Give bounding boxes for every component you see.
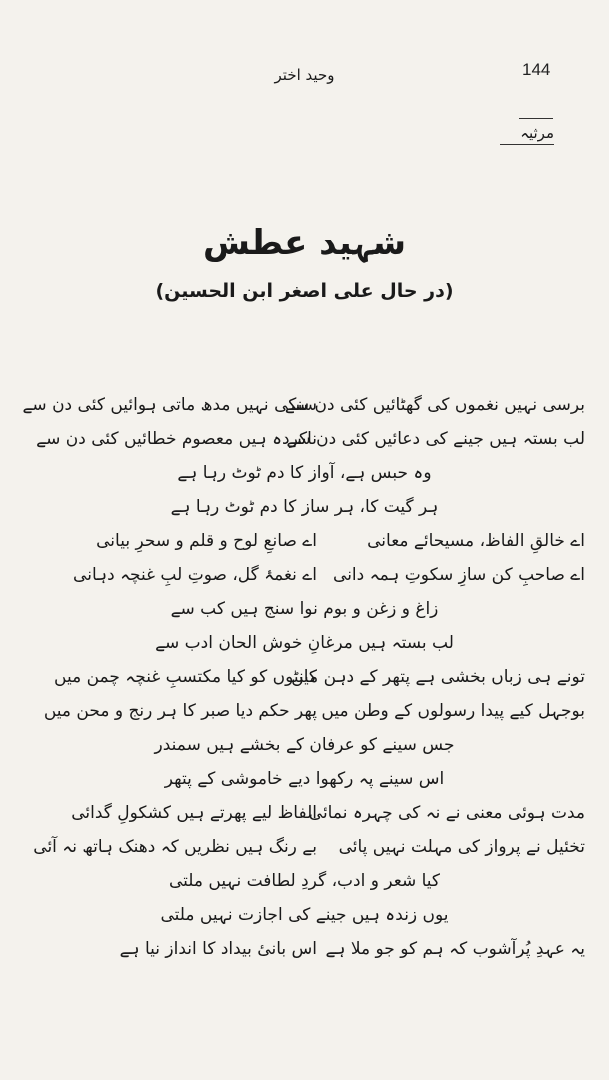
first-hemistich: لب بستہ ہیں جینے کی دعائیں کئی دن سے bbox=[286, 429, 585, 449]
verse-line bbox=[0, 558, 609, 592]
refrain-line: یوں زندہ ہیں جینے کی اجازت نہیں ملتی bbox=[160, 905, 449, 925]
stanza bbox=[0, 388, 609, 524]
first-hemistich: تخئیل نے پرواز کی مہلت نہیں پائی bbox=[338, 837, 585, 857]
running-head: وحید اختر bbox=[274, 66, 335, 84]
second-hemistich: سنکی نہیں مدھ ماتی ہوائیں کئی دن سے bbox=[22, 395, 317, 415]
first-hemistich: تونے ہی زباں بخشی ہے پتھر کے دہن میں bbox=[291, 667, 585, 687]
second-hemistich: بے رنگ ہیں نظریں کہ دھنک ہاتھ نہ آئی bbox=[33, 837, 317, 857]
poem-subtitle: (در حال علی اصغر ابن الحسین) bbox=[155, 280, 454, 302]
first-hemistich: برسی نہیں نغموں کی گھٹائیں کئی دن سے bbox=[284, 395, 585, 415]
verse-line bbox=[0, 932, 609, 966]
verse-line bbox=[0, 796, 609, 830]
second-hemistich: اس بانیٔ بیداد کا انداز نیا ہے bbox=[119, 939, 317, 959]
first-hemistich: یہ عہدِ پُرآشوب کہ ہم کو جو ملا ہے bbox=[325, 939, 585, 959]
poem-body bbox=[0, 388, 609, 966]
verse-line bbox=[0, 388, 609, 422]
refrain-line: وہ حبس ہے، آواز کا دم ٹوٹ رہا ہے bbox=[177, 463, 432, 483]
stanza bbox=[0, 524, 609, 660]
stanza bbox=[0, 932, 609, 966]
stanza bbox=[0, 660, 609, 796]
second-hemistich: اے صانعِ لوح و قلم و سحرِ بیانی bbox=[96, 531, 317, 551]
verse-line bbox=[0, 660, 609, 694]
refrain-line: زاغ و زغن و بوم نوا سنج ہیں کب سے bbox=[170, 599, 439, 619]
verse-line bbox=[0, 694, 609, 728]
first-hemistich: بوجہل کیے پیدا رسولوں کے وطن میں bbox=[321, 701, 585, 721]
refrain-line: ہر گیت کا، ہر ساز کا دم ٹوٹ رہا ہے bbox=[170, 497, 439, 517]
second-hemistich: کانٹوں کو کیا مکتسبِ غنچہ چمن میں bbox=[54, 667, 317, 687]
verse-line bbox=[0, 422, 609, 456]
refrain-line: جس سینے کو عرفان کے بخشے ہیں سمندر bbox=[154, 735, 455, 755]
first-hemistich: اے خالقِ الفاظ، مسیحائے معانی bbox=[367, 531, 585, 551]
stanza bbox=[0, 796, 609, 932]
second-hemistich: ناکردہ ہیں معصوم خطائیں کئی دن سے bbox=[36, 429, 317, 449]
page-number: 144 bbox=[522, 60, 551, 79]
refrain-line: اس سینے پہ رکھوا دیے خاموشی کے پتھر bbox=[164, 769, 445, 789]
second-hemistich: اے نغمۂ گل، صوتِ لبِ غنچہ دہانی bbox=[73, 565, 317, 585]
verse-line bbox=[0, 524, 609, 558]
section-label: مرثیہ bbox=[500, 124, 554, 145]
section-rule bbox=[519, 118, 553, 119]
second-hemistich: الفاظ لیے پھرتے ہیں کشکولِ گدائی bbox=[71, 803, 317, 823]
poem-title: شہید عطش bbox=[202, 223, 407, 263]
first-hemistich: اے صاحبِ کن سازِ سکوتِ ہمہ دانی bbox=[333, 565, 585, 585]
second-hemistich: پھر حکم دیا صبر کا ہر رنج و محن میں bbox=[43, 701, 317, 721]
verse-line bbox=[0, 830, 609, 864]
refrain-line: لب بستہ ہیں مرغانِ خوش الحان ادب سے bbox=[155, 633, 454, 653]
refrain-line: کیا شعر و ادب، گردِ لطافت نہیں ملتی bbox=[168, 871, 440, 891]
first-hemistich: مدت ہوئی معنی نے نہ کی چہرہ نمائی bbox=[308, 803, 585, 823]
